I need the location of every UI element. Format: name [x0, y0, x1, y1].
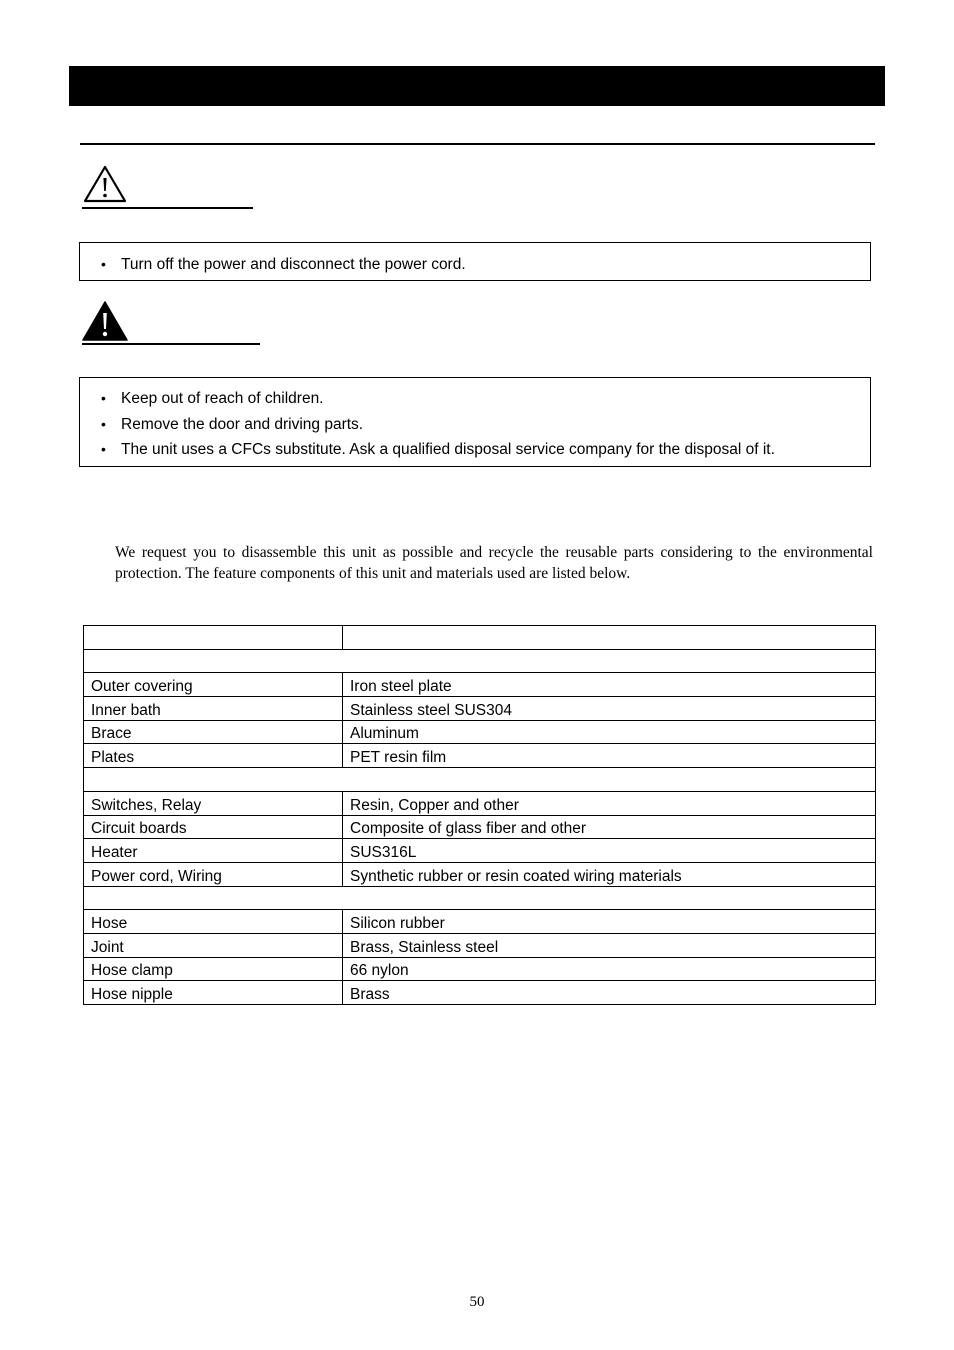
warning-item: • The unit uses a CFCs substitute. Ask a qualified disposal service company for the disposal of it.: [80, 437, 870, 463]
table-row: [84, 933, 876, 957]
part-cell: Heater: [84, 839, 343, 863]
warning-header-underline: [82, 343, 260, 345]
warning-box: [79, 377, 871, 467]
table-row: [84, 910, 876, 934]
table-row: [84, 862, 876, 886]
caution-outline-icon: [82, 164, 128, 204]
warning-item: • Remove the door and driving parts.: [80, 412, 870, 438]
material-cell: Stainless steel SUS304: [343, 697, 876, 721]
material-cell: Composite of glass fiber and other: [343, 815, 876, 839]
table-header-row: [84, 626, 876, 650]
material-cell: Brass, Stainless steel: [343, 933, 876, 957]
warning-filled-icon: [81, 300, 129, 342]
section-rule: [80, 143, 875, 145]
material-cell: Aluminum: [343, 720, 876, 744]
warning-item: • Keep out of reach of children.: [80, 386, 870, 412]
table-row: [84, 839, 876, 863]
recycling-paragraph: We request you to disassemble this unit as possible and recycle the reusable parts considering to the environmental protection. The feature components of this unit and materials used are listed below.: [115, 544, 873, 582]
table-row: [84, 720, 876, 744]
header-cell-material: [343, 626, 876, 650]
part-cell: Joint: [84, 933, 343, 957]
part-cell: Switches, Relay: [84, 791, 343, 815]
caution-header-underline: [82, 207, 253, 209]
part-cell: Power cord, Wiring: [84, 862, 343, 886]
table-row: [84, 981, 876, 1005]
table-row: [84, 697, 876, 721]
table-row: [84, 815, 876, 839]
part-cell: Outer covering: [84, 673, 343, 697]
part-cell: Circuit boards: [84, 815, 343, 839]
section-title-bar: [69, 66, 885, 106]
part-cell: Plates: [84, 744, 343, 768]
material-cell: 66 nylon: [343, 957, 876, 981]
part-cell: Inner bath: [84, 697, 343, 721]
caution-box: [79, 242, 871, 281]
table-row: [84, 673, 876, 697]
material-cell: SUS316L: [343, 839, 876, 863]
part-cell: Hose: [84, 910, 343, 934]
material-cell: Iron steel plate: [343, 673, 876, 697]
table-row: [84, 744, 876, 768]
material-cell: PET resin film: [343, 744, 876, 768]
table-row: [84, 957, 876, 981]
table-row: [84, 791, 876, 815]
material-cell: Synthetic rubber or resin coated wiring materials: [343, 862, 876, 886]
caution-item: • Turn off the power and disconnect the power cord.: [80, 252, 870, 278]
material-cell: Brass: [343, 981, 876, 1005]
group-row-electrical: [84, 768, 876, 792]
page-number: 50: [469, 1294, 485, 1310]
group-row-piping: [84, 886, 876, 910]
part-cell: Brace: [84, 720, 343, 744]
material-cell: Resin, Copper and other: [343, 791, 876, 815]
group-row-body: [84, 649, 876, 673]
header-cell-part: [84, 626, 343, 650]
part-cell: Hose nipple: [84, 981, 343, 1005]
material-cell: Silicon rubber: [343, 910, 876, 934]
materials-table: [83, 625, 876, 1005]
part-cell: Hose clamp: [84, 957, 343, 981]
